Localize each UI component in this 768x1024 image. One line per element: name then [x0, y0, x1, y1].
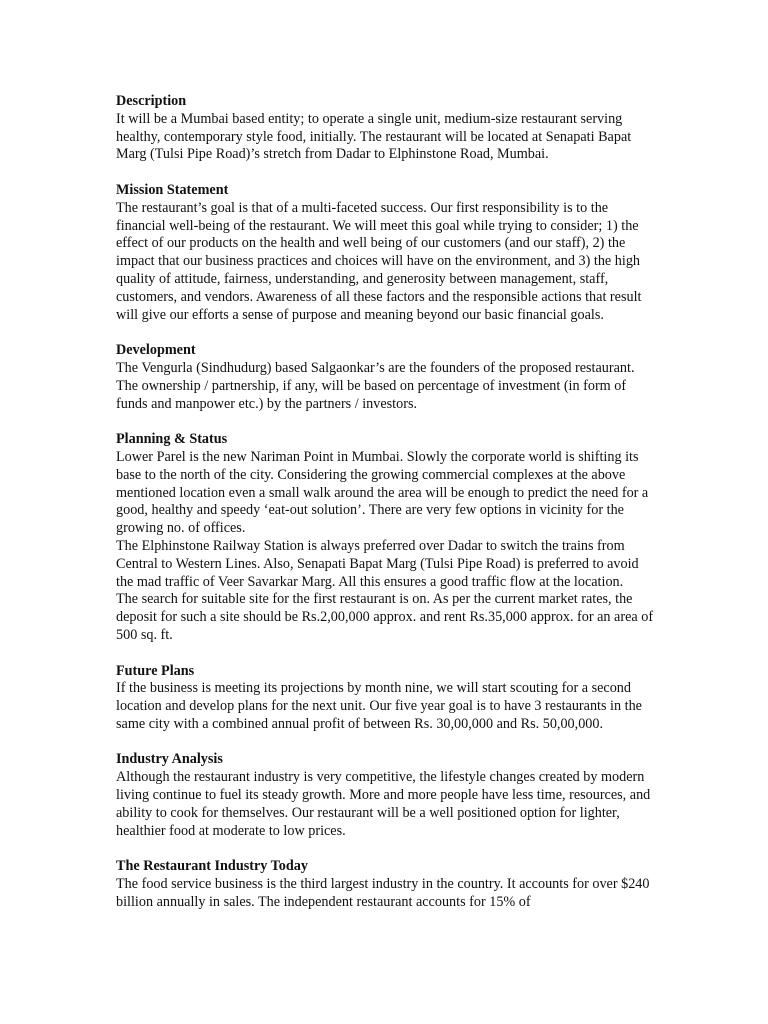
section-paragraph: If the business is meeting its projections by month nine, we will start scouting for a second location and develop plans for the next unit. Our five year goal is to have 3 restaurants in the same city with a combined annual profit of between Rs. 30,00,000 and Rs. 50,00,000.	[116, 680, 642, 732]
section-paragraph: Lower Parel is the new Nariman Point in Mumbai. Slowly the corporate world is shifting its base to the north of the city. Considering the growing commercial complexes at the above mentioned location even a small walk around the area will be enough to predict the need for a good, healthy and speedy ‘eat-out solution’. There are very few options in vicinity for the growing no. of offices.	[116, 448, 649, 537]
section-paragraph: It will be a Mumbai based entity; to operate a single unit, medium-size restaurant serving healthy, contemporary style food, initially. The restaurant will be located at Senapati Bapat Marg (Tulsi Pipe Road)’s stretch from Dadar to Elphinstone Road, Mumbai.	[116, 110, 632, 163]
section-paragraph: The food service business is the third largest industry in the country. It accounts for over $240 billion annually in sales. The independent restaurant accounts for 15% of	[116, 876, 650, 910]
section-heading: Mission Statement	[116, 181, 229, 198]
section-heading: Development	[116, 342, 196, 359]
section-paragraph: The restaurant’s goal is that of a multi-faceted success. Our first responsibility is to the financial well-being of the restaurant. We will meet this goal while trying to consider; 1) the effect of our products on the health and well being of our customers (and our staff), 2) the impact that our business practices and choices will have on the environment, and 3) the high quality of attitude, fairness, understanding, and generosity between management, staff, customers, and vendors. Awareness of all these factors and the responsible actions that result will give our efforts a sense of purpose and meaning beyond our basic financial goals.	[116, 199, 642, 323]
section-paragraph: The Elphinstone Railway Station is always preferred over Dadar to switch the trains from Central to Western Lines. Also, Senapati Bapat Marg (Tulsi Pipe Road) is preferred to avoid the mad traffic of Veer Savarkar Marg. All this ensures a good traffic flow at the location.	[116, 537, 639, 590]
document-page	[116, 93, 656, 929]
section-heading: Planning & Status	[116, 431, 228, 448]
section-industry-analysis	[116, 751, 656, 840]
section-paragraph: The Vengurla (Sindhudurg) based Salgaonkar’s are the founders of the proposed restaurant. The ownership / partnership, if any, will be based on percentage of investment (in form of funds and manpower etc.) by the partners / investors.	[116, 359, 635, 412]
section-description	[116, 93, 656, 164]
section-planning-status	[116, 431, 656, 645]
section-restaurant-industry-today	[116, 858, 656, 911]
section-heading: Industry Analysis	[116, 751, 223, 768]
section-heading: The Restaurant Industry Today	[116, 858, 308, 875]
section-mission-statement	[116, 182, 656, 324]
section-heading: Description	[116, 93, 187, 109]
section-development	[116, 342, 656, 413]
section-future-plans	[116, 663, 656, 734]
section-heading: Future Plans	[116, 662, 195, 679]
section-paragraph: Although the restaurant industry is very competitive, the lifestyle changes created by modern living continue to fuel its steady growth. More and more people have less time, resources, and ability to cook for themselves. Our restaurant will be a well positioned option for lighter, healthier food at moderate to low prices.	[116, 769, 651, 839]
section-paragraph: The search for suitable site for the first restaurant is on. As per the current market rates, the deposit for such a site should be Rs.2,00,000 approx. and rent Rs.35,000 approx. for an area of 500 sq. ft.	[116, 591, 654, 643]
